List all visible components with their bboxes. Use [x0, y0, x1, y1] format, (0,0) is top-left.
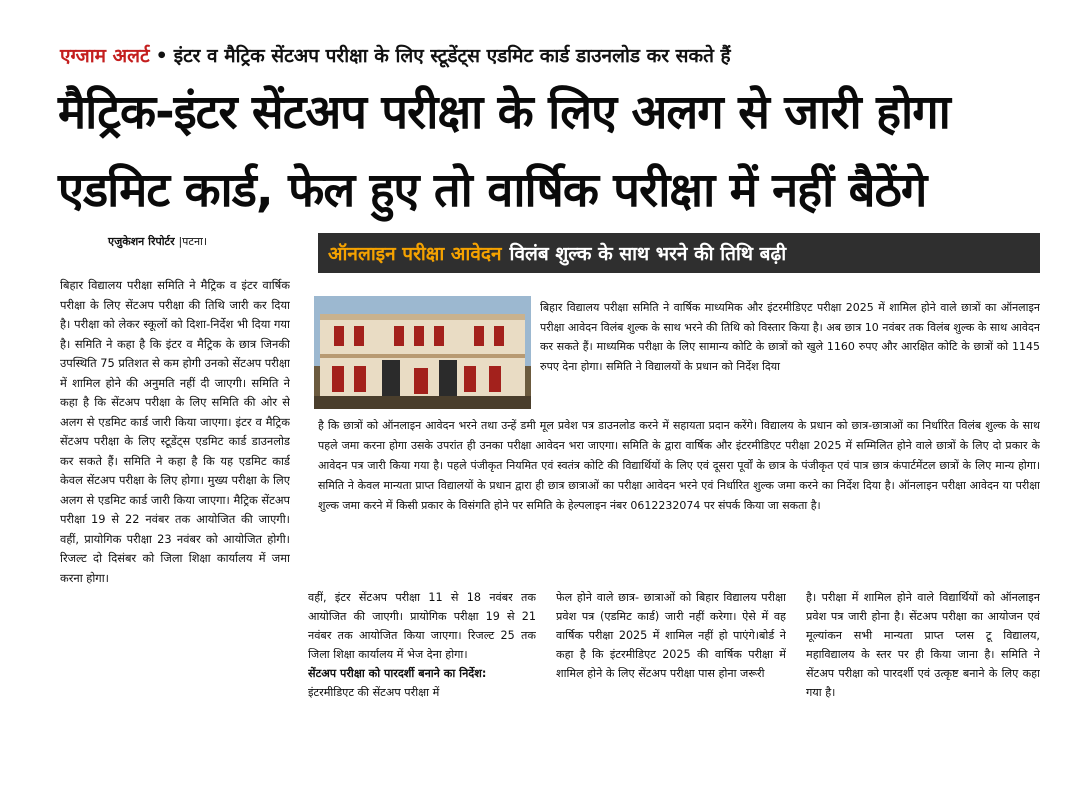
bottom-column-2: फेल होने वाले छात्र- छात्राओं को बिहार विद्यालय परीक्षा प्रवेश पत्र (एडमिट कार्ड) जारी नहीं करेगा। ऐसे में वह वार्षिक परीक्षा 2025 में शामिल नहीं हो पाएंगे।बोर्ड ने कहा है कि इंटरमीडिएट 2025 की वार्षिक परीक्षा में शामिल होने के लिए सेंटअप परीक्षा पास होना जरूरी — [556, 591, 786, 680]
byline-reporter: एजुकेशन रिपोर्टर — [108, 235, 175, 248]
headline-line-2: एडमिट कार्ड, फेल हुए तो वार्षिक परीक्षा में नहीं बैठेंगे — [58, 163, 927, 218]
c1-tail: इंटरमीडिएट की सेंटअप परीक्षा में — [308, 686, 440, 699]
byline — [108, 234, 207, 249]
banner-highlight: ऑनलाइन परीक्षा आवेदन — [328, 243, 502, 265]
banner-rest: विलंब शुल्क के साथ भरने की तिथि बढ़ी — [509, 243, 787, 265]
bottom-column-1 — [308, 588, 536, 748]
online-exam-banner — [318, 233, 1040, 273]
c1-text: वहीं, इंटर सेंटअप परीक्षा 11 से 18 नवंबर तक आयोजित की जाएगी। प्रायोगिक परीक्षा 19 से 21 नवंबर तक आयोजित किया जाएगा। रिजल्ट 25 तक जिला शिक्षा कार्यालय में भेज देना होगा। — [308, 591, 536, 661]
article-body-top: बिहार विद्यालय परीक्षा समिति ने वार्षिक माध्यमिक और इंटरमीडिएट परीक्षा 2025 में शामिल होने वाले छात्रों का ऑनलाइन परीक्षा आवेदन विलंब शुल्क के साथ भरने की तिथि को विस्तार किया है। अब छात्र 10 नवंबर तक विलंब शुल्क के साथ आवेदन कर सकते हैं। माध्यमिक परीक्षा के लिए सामान्य कोटि के छात्रों को खुले 1160 रुपए और आरक्षित कोटि के छात्रों को 1145 रुपए देना होगा। समिति ने विद्यालयों के प्रधान को निर्देश दिया — [540, 301, 1040, 373]
kicker-label: एग्जाम अलर्ट — [60, 45, 150, 67]
building-illustration — [314, 296, 531, 409]
left-column-story: बिहार विद्यालय परीक्षा समिति ने मैट्रिक व इंटर वार्षिक परीक्षा के लिए सेंटअप परीक्षा की तिथि जारी कर दिया है। परीक्षा को लेकर स्कूलों को दिशा-निर्देश भी दिया गया है। समिति ने कहा है कि इंटर व मैट्रिक के छात्र जिनकी उपस्थिति 75 प्रतिशत से कम होगी उनको सेंटअप परीक्षा में शामिल होने की अनुमति नहीं दी जाएगी। समिति ने कहा है कि सेंटअप परीक्षा के लिए समिति की ओर से अलग से एडमिट कार्ड जारी किया जाएगा। इंटर व मैट्रिक सेंटअप परीक्षा के लिए स्टूडेंट्स एडमिट कार्ड डाउनलोड कर सकते हैं। समिति ने कहा है कि यह एडमिट कार्ड केवल सेंटअप परीक्षा के लिए होगा। मुख्य परीक्षा के लिए अलग से एडमिट कार्ड जारी किया जाएगा। मैट्रिक सेंटअप परीक्षा 19 से 22 नवंबर तक आयोजित की जाएगी। वहीं, प्रायोगिक परीक्षा 23 नवंबर को आयोजित होगी। रिजल्ट दो दिसंबर को जिला शिक्षा कार्यालय में जमा करना होगा। — [60, 278, 290, 585]
c1-subhead: सेंटअप परीक्षा को पारदर्शी बनाने का निर्देश: — [308, 667, 487, 680]
byline-place: |पटना। — [178, 235, 208, 248]
kicker-bullet: • — [155, 45, 168, 67]
building-photo — [314, 296, 531, 409]
article-body-wide: है कि छात्रों को ऑनलाइन आवेदन भरने तथा उन्हें डमी मूल प्रवेश पत्र डाउनलोड करने में सहायता प्रदान करेंगे। विद्यालय के प्रधान को छात्र-छात्राओं का निर्धारित विलंब शुल्क के साथ पहले जमा करना होगा उसके उपरांत ही उनका परीक्षा आवेदन भरा जाएगा। समिति के द्वारा वार्षिक और इंटरमीडिएट परीक्षा 2025 में सम्मिलित होने वाले छात्रों के लिए दो प्रकार के आवेदन पत्र जारी किया गया है। पहले पंजीकृत नियमित एवं स्वतंत्र कोटि की विद्यार्थियों के लिए एवं दूसरा पूर्वों के छात्र के पंजीकृत एवं पात्र छात्र कंपार्टमेंटल छात्रों के लिए मान्य होगा। समिति ने केवल मान्यता प्राप्त विद्यालयों के प्रधान द्वारा ही छात्र छात्राओं का परीक्षा आवेदन भरने एवं निर्धारित शुल्क जमा करने का निर्देश दिया है। ऑनलाइन परीक्षा आवेदन या परीक्षा शुल्क जमा करने में किसी प्रकार के विसंगति होने पर समिति के हेल्पलाइन नंबर 0612232074 पर संपर्क किया जा सकता है। — [318, 419, 1040, 512]
exam-alert-kicker — [60, 42, 1050, 68]
headline-line-1: मैट्रिक-इंटर सेंटअप परीक्षा के लिए अलग से जारी होगा — [58, 85, 950, 140]
bottom-column-3: है। परीक्षा में शामिल होने वाले विद्यार्थियों को ऑनलाइन प्रवेश पत्र जारी होना है। सेंटअप परीक्षा का आयोजन एवं मूल्यांकन सभी मान्यता प्राप्त प्लस टू विद्यालय, महाविद्यालय के स्तर पर ही किया जाना है। समिति ने सेंटअप परीक्षा को पारदर्शी एवं उत्कृष्ट बनाने के लिए कहा गया है। — [806, 591, 1040, 699]
kicker-text: इंटर व मैट्रिक सेंटअप परीक्षा के लिए स्टूडेंट्स एडमिट कार्ड डाउनलोड कर सकते हैं — [173, 45, 731, 67]
